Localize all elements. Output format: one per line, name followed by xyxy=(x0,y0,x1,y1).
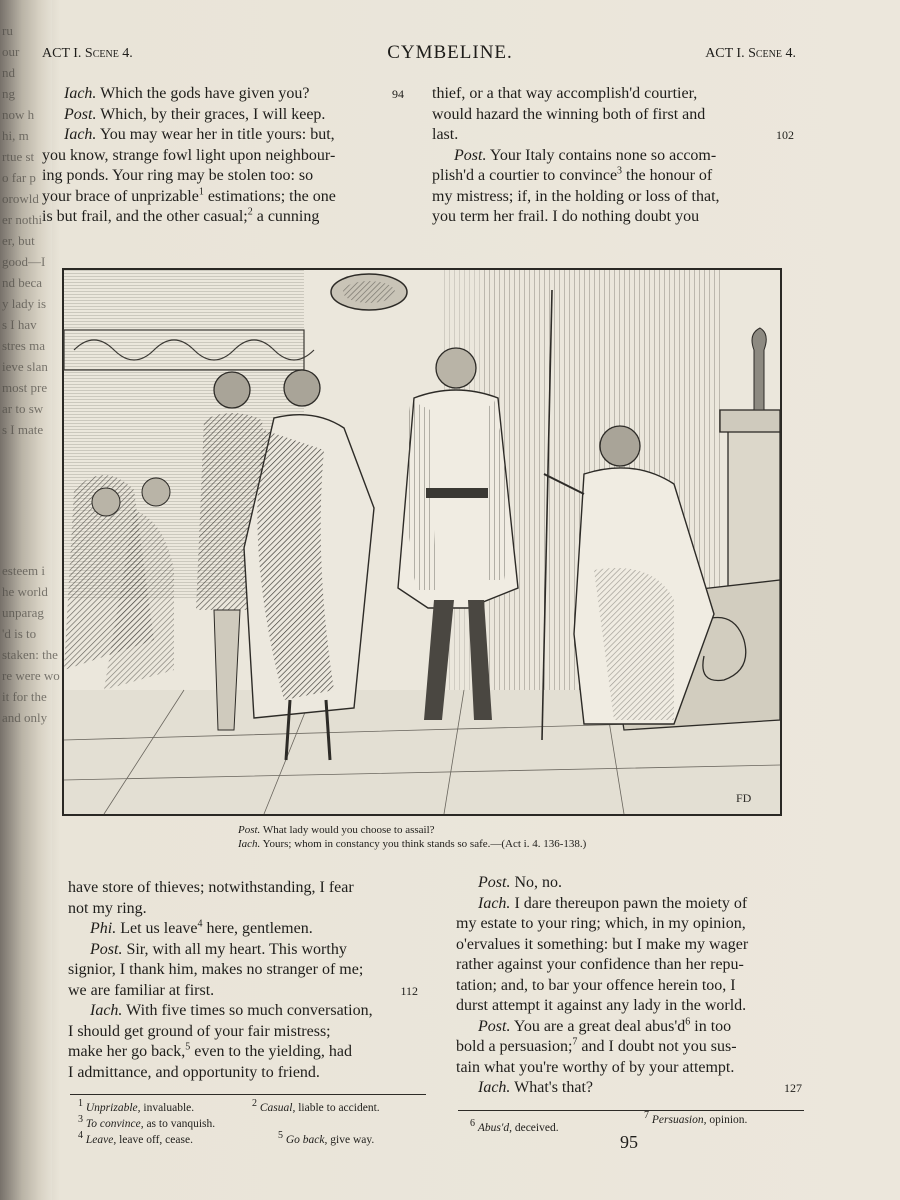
running-head-left: ACT I. Scene 4. xyxy=(42,46,133,61)
caption-line: Iach. Yours; whom in constancy you think stands so safe.—(Act i. 4. 136-138.) xyxy=(238,838,587,850)
footnote-4: 4 Leave, leave off, cease. xyxy=(78,1130,193,1146)
text-line: Post. Which, by their graces, I will keep. xyxy=(64,105,326,123)
text-line: Iach. I dare thereupon pawn the moiety of xyxy=(478,894,748,912)
text-line: Iach. You may wear her in title yours: but, xyxy=(64,126,335,143)
text-line: last. 102 xyxy=(432,125,794,146)
text-line: would hazard the winning both of first and xyxy=(432,105,706,123)
facing-page-fragment: 'd is to xyxy=(2,626,37,641)
facing-page-fragment: he world xyxy=(2,584,48,599)
text-line: Post. Your Italy contains none so accom- xyxy=(454,146,717,164)
facing-page-fragment: unparag xyxy=(2,605,44,620)
text-line: Iach. With five times so much conversation, xyxy=(90,1002,373,1019)
line-number: 112 xyxy=(400,983,418,998)
facing-page-fragment: o far p xyxy=(2,170,36,185)
text-line: is but frail, and the other casual;$^2$ a cunning xyxy=(42,206,320,225)
text-line: durst attempt it against any lady in the world. xyxy=(456,997,747,1014)
caption-line: Post. What lady would you choose to assail? xyxy=(238,824,435,836)
facing-page-fragment: staken: the xyxy=(2,647,58,662)
footnote-5: 5 Go back, give way. xyxy=(278,1130,375,1146)
text-line: my estate to your ring; which, in my opinion, xyxy=(456,915,746,932)
text-column-bottom-right xyxy=(456,873,802,1099)
text-line: not my ring. xyxy=(68,899,147,917)
facing-page-fragment: esteem i xyxy=(2,563,45,578)
facing-page-fragment: most pre xyxy=(2,380,48,395)
text-column-top-left xyxy=(42,84,408,228)
running-head-right: ACT I. Scene 4. xyxy=(705,46,796,61)
text-line: signior, I thank him, makes no stranger of me; xyxy=(68,961,364,978)
text-line: Post. You are a great deal $abus'd^6$ in too xyxy=(478,1016,732,1035)
footnote-rule-left xyxy=(70,1094,426,1095)
text-line: my mistress; if, in the holding or loss of that, xyxy=(432,187,720,205)
text-column-top-right xyxy=(432,84,794,228)
engraving-drawing xyxy=(64,270,780,814)
text-line: thief, or a that way accomplish'd courtier, xyxy=(432,85,698,102)
footnote-3: 3 To convince, as to vanquish. xyxy=(78,1114,216,1130)
facing-page-fragment: ng xyxy=(2,86,15,101)
text-line: plish'd a courtier to convince$^3$ the honour of xyxy=(432,165,713,184)
facing-page-fragment: ieve slan xyxy=(2,359,48,374)
facing-page-fragment: er nothi xyxy=(2,212,43,227)
text-line: ing ponds. Your ring may be stolen too: so xyxy=(42,167,314,184)
text-line: Iach. Which the gods have given you? 94 xyxy=(42,84,408,105)
illustration-caption xyxy=(238,823,586,851)
facing-page-fragment: and only xyxy=(2,710,48,725)
text-line: tain what you're worthy of by your attempt. xyxy=(456,1058,735,1076)
line-number: 102 xyxy=(776,128,794,142)
facing-page-fragment: ar to sw xyxy=(2,401,44,416)
text-line: I should get ground of your fair mistress; xyxy=(68,1022,331,1040)
facing-page-fragment: now h xyxy=(2,107,35,122)
text-line: you know, strange fowl light upon neighbour- xyxy=(42,146,336,164)
footnote-2: 2 Casual, liable to accident. xyxy=(252,1098,380,1114)
text-line: your brace of unprizable$^1$ estimations; the one xyxy=(42,186,336,205)
text-line: you term her frail. I do nothing doubt you xyxy=(432,208,700,225)
facing-page-fragment: ru xyxy=(2,23,13,38)
text-line: I admittance, and opportunity to friend. xyxy=(68,1063,320,1081)
running-head-title: CYMBELINE. xyxy=(387,42,513,63)
text-line: we are familiar at first. 112 xyxy=(68,981,424,1002)
text-line: Post. No, no. xyxy=(478,874,563,891)
facing-page-fragment: er, but xyxy=(2,233,35,248)
facing-page-fragment: our xyxy=(2,44,20,59)
facing-page-fragment: it for the xyxy=(2,689,47,704)
facing-page-fragment: nd beca xyxy=(2,275,43,290)
engraving-illustration xyxy=(62,268,782,816)
text-line: tation; and, to bar your offence herein too, I xyxy=(456,976,736,994)
facing-page-fragment: s I mate xyxy=(2,422,44,437)
text-line: Post. Sir, with all my heart. This worthy xyxy=(90,940,347,958)
text-line: Iach. What's that? 127 xyxy=(456,1078,802,1099)
footnote-1: 1 Unprizable, invaluable. xyxy=(78,1098,195,1114)
page-number: 95 xyxy=(620,1132,638,1152)
text-line: Phi. Let us leave$^4$ here, gentlemen. xyxy=(90,918,313,937)
text-line: make her go back,$^5$ even to the yielding, had xyxy=(68,1041,353,1060)
text-line: o'ervalues it something: but I make my wager xyxy=(456,935,749,953)
artist-monogram: FD xyxy=(736,791,752,805)
text-line: rather against your confidence than her repu- xyxy=(456,956,744,973)
facing-page-fragment: rtue st xyxy=(2,149,35,164)
text-line: bold a persuasion;$^7$ and I doubt not you sus- xyxy=(456,1036,737,1055)
facing-page-fragment: hi, m xyxy=(2,128,29,143)
footnote-7: 7 Persuasion, opinion. xyxy=(644,1110,748,1126)
facing-page-fragment: good—I xyxy=(2,254,46,269)
footnote-rule-right xyxy=(458,1110,804,1111)
facing-page-fragment: s I hav xyxy=(2,317,37,332)
line-number: 127 xyxy=(784,1081,802,1095)
facing-page-fragment: nd xyxy=(2,65,15,80)
line-number: 94 xyxy=(392,87,404,101)
facing-page-fragment: orowld xyxy=(2,191,39,206)
facing-page-fragment: re were wo xyxy=(2,668,60,683)
text-column-bottom-left xyxy=(68,878,424,1083)
facing-page-fragment: y lady is xyxy=(2,296,47,311)
facing-page-fragment: stres ma xyxy=(2,338,45,353)
footnote-6: 6 Abus'd, deceived. xyxy=(470,1118,559,1134)
text-line: have store of thieves; notwithstanding, I fear xyxy=(68,879,354,896)
